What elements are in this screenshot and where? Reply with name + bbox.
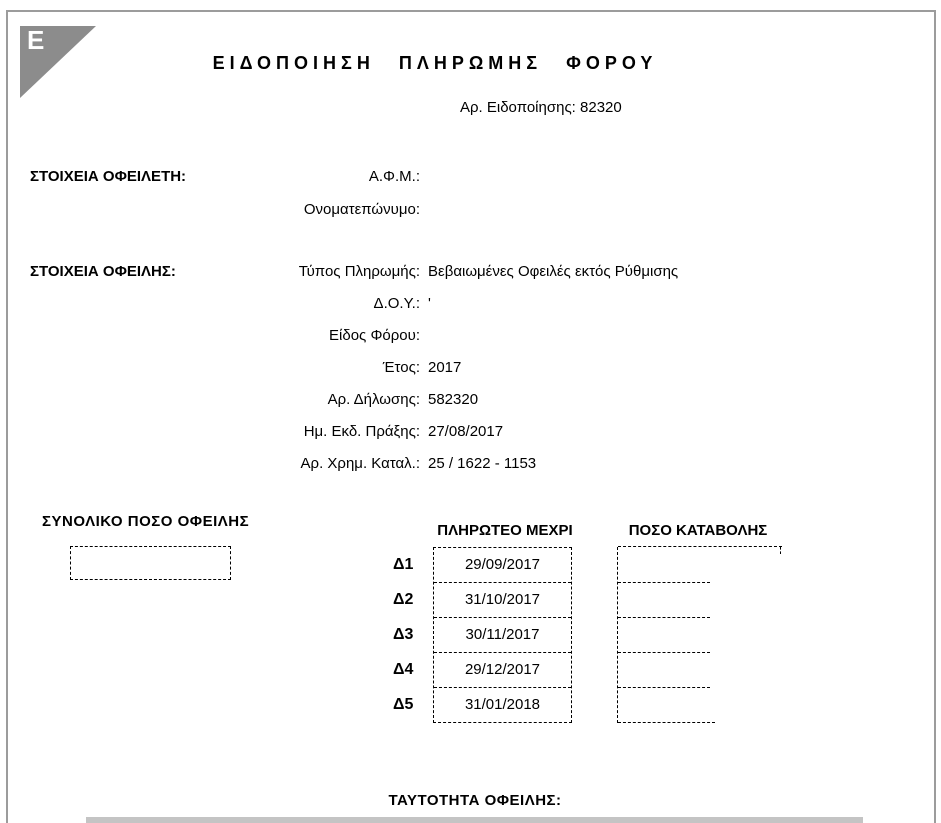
debtor-section-heading: ΣΤΟΙΧΕΙΑ ΟΦΕΙΛΕΤΗ: (30, 168, 187, 185)
tax-kind-label: Είδος Φόρου: (329, 327, 420, 344)
amount-paid-column-header: ΠΟΣΟ ΚΑΤΑΒΟΛΗΣ (628, 522, 768, 539)
afm-label: Α.Φ.Μ.: (368, 168, 420, 185)
amount-column-corner-tick (780, 547, 781, 554)
total-amount-box (70, 546, 231, 580)
installment-label-d2: Δ2 (393, 591, 414, 608)
due-date-cell: 29/12/2017 (434, 653, 571, 688)
installment-label-d3: Δ3 (393, 626, 414, 643)
amount-cell (618, 617, 710, 652)
debt-section-heading: ΣΤΟΙΧΕΙΑ ΟΦΕΙΛΗΣ: (30, 263, 176, 280)
year-value: 2017 (428, 359, 462, 376)
full-name-label: Ονοματεπώνυμο: (303, 201, 420, 218)
page-title: ΕΙΔΟΠΟΙΗΣΗ ΠΛΗΡΩΜΗΣ ΦΟΡΟΥ (212, 53, 658, 73)
due-date-column (433, 547, 572, 723)
notice-number-line (460, 99, 622, 116)
due-date-cell: 31/10/2017 (434, 583, 571, 618)
amount-cell (618, 652, 710, 687)
doy-label: Δ.Ο.Υ.: (373, 295, 420, 312)
amount-column-bottom-border (618, 722, 715, 723)
roll-number-value: 25 / 1622 - 1153 (428, 455, 537, 472)
installment-label-d1: Δ1 (393, 556, 414, 573)
due-date-column-header: ΠΛΗΡΩΤΕΟ ΜΕΧΡΙ (437, 522, 573, 539)
due-date-cell: 29/09/2017 (434, 548, 571, 583)
year-label: Έτος: (382, 359, 420, 376)
issue-date-label: Ημ. Εκδ. Πράξης: (303, 423, 420, 440)
amount-cell (618, 547, 710, 582)
payment-type-value: Βεβαιωμένες Οφειλές εκτός Ρύθμισης (428, 263, 679, 280)
footer-gray-bar (86, 817, 863, 823)
doy-value: ' (428, 295, 431, 312)
logo-letter-e: E (27, 25, 45, 55)
roll-number-label: Αρ. Χρημ. Καταλ.: (300, 455, 420, 472)
issue-date-value: 27/08/2017 (428, 423, 504, 440)
due-date-cell: 31/01/2018 (464, 696, 541, 713)
due-date-cell: 30/11/2017 (434, 618, 571, 653)
payment-type-label: Τύπος Πληρωμής: (298, 263, 420, 280)
amount-paid-column (617, 547, 781, 723)
amount-cell (618, 687, 710, 722)
declaration-number-value: 582320 (428, 391, 479, 408)
declaration-number-label: Αρ. Δήλωσης: (327, 391, 420, 408)
notice-number-value: 82320 (580, 99, 622, 116)
installment-label-d5: Δ5 (393, 696, 414, 713)
amount-cell (618, 582, 710, 617)
installment-label-d4: Δ4 (393, 661, 414, 678)
total-amount-label: ΣΥΝΟΛΙΚΟ ΠΟΣΟ ΟΦΕΙΛΗΣ (42, 513, 250, 530)
notice-number-label: Αρ. Ειδοποίησης: (460, 99, 576, 116)
debt-identity-heading: ΤΑΥΤΟΤΗΤΑ ΟΦΕΙΛΗΣ: (388, 792, 562, 809)
